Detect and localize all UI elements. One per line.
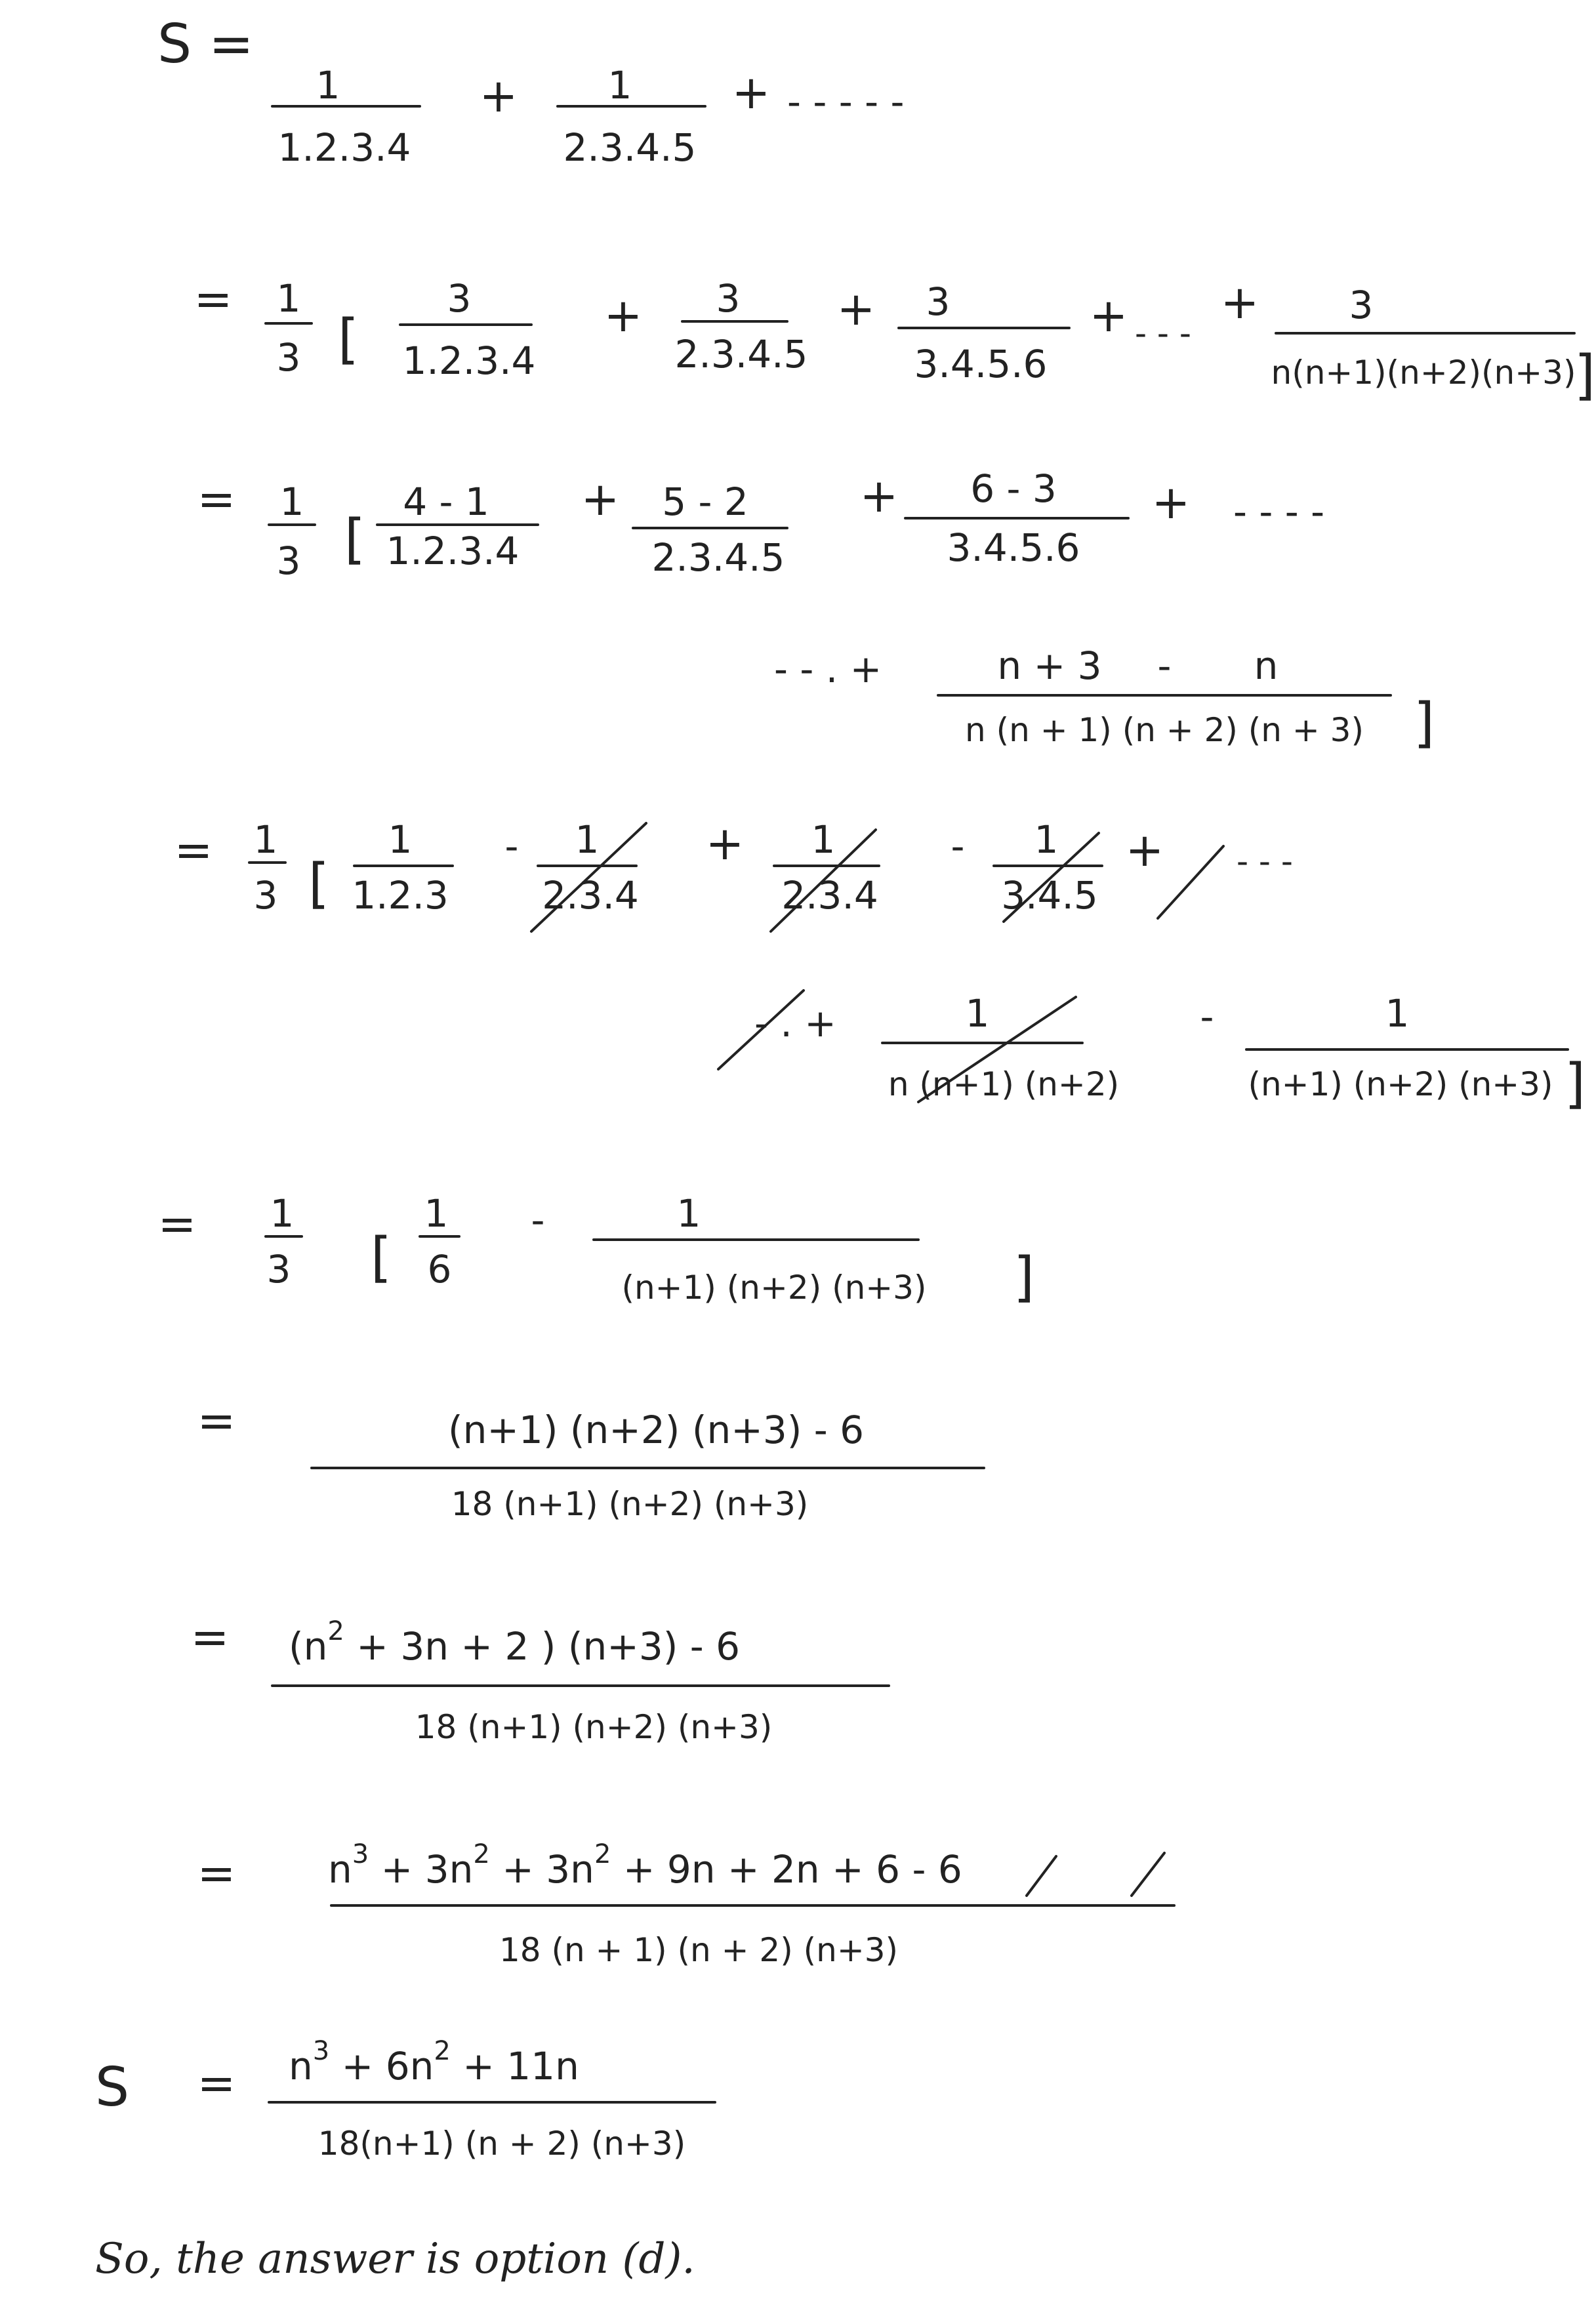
line-8-common-denominator: [197, 1394, 984, 1523]
line-1-series-definition: [157, 13, 904, 170]
ellipsis: - . +: [754, 1001, 836, 1046]
term-b-numerator: 1: [676, 1191, 701, 1236]
line-2-multiply-by-three: [194, 272, 1595, 407]
lhs-s: S: [95, 2056, 130, 2119]
minus-sign: -: [951, 824, 965, 868]
line-5-partial-fractions: [174, 817, 1293, 931]
minus-sign: -: [1157, 643, 1172, 688]
term-2-denominator: 2.3.4.5: [563, 125, 697, 170]
plus-sign: +: [1125, 823, 1164, 877]
lhs-s-equals: S =: [157, 13, 254, 75]
term-1-denominator: 1.2.3.4: [277, 125, 411, 170]
factor-denominator: 3: [276, 335, 301, 380]
term-f-numerator: 1: [1385, 991, 1410, 1036]
plus-sign: +: [731, 66, 771, 119]
plus-sign: +: [1220, 275, 1259, 329]
equals-sign: =: [197, 2056, 236, 2110]
term-3-denominator: 3.4.5.6: [914, 342, 1048, 386]
equals-sign: =: [197, 1846, 236, 1900]
plus-sign: +: [581, 472, 620, 526]
ellipsis: - - . +: [774, 647, 882, 691]
term-3-denominator: 3.4.5.6: [947, 525, 1080, 570]
denominator: 18 (n+1) (n+2) (n+3): [415, 1708, 773, 1746]
open-bracket: [: [371, 1227, 392, 1289]
term-a-numerator: 1: [424, 1191, 449, 1236]
term-2-denominator: 2.3.4.5: [674, 332, 808, 377]
open-bracket: [: [308, 853, 329, 915]
close-bracket: ]: [1414, 692, 1435, 754]
general-denominator: n (n + 1) (n + 2) (n + 3): [965, 711, 1364, 749]
factor-denominator: 3: [276, 539, 301, 583]
term-1-numerator: 3: [447, 276, 472, 321]
general-numerator-right: n: [1254, 643, 1279, 688]
general-term-numerator: 3: [1349, 283, 1374, 327]
equals-sign: =: [157, 1197, 197, 1251]
line-11-final-result: [95, 2036, 715, 2163]
equals-sign: =: [174, 823, 213, 877]
equals-sign: =: [197, 1394, 236, 1448]
equals-sign: =: [197, 472, 236, 526]
term-3-numerator: 6 - 3: [970, 466, 1057, 511]
close-bracket: ]: [1565, 1053, 1586, 1115]
term-1-numerator: 1: [316, 63, 340, 108]
general-term-denominator: n(n+1)(n+2)(n+3): [1271, 354, 1576, 392]
term-e-numerator: 1: [965, 991, 990, 1036]
plus-sign: +: [705, 817, 745, 870]
open-bracket: [: [344, 508, 365, 571]
term-a-denominator: 6: [427, 1247, 452, 1292]
term-b-denominator: 2.3.4: [542, 873, 639, 918]
numerator: $n^3 + 6n^2 + 11n$: [289, 2036, 579, 2088]
term-c-denominator: 2.3.4: [781, 873, 878, 918]
plus-sign: +: [479, 69, 518, 123]
ellipsis: - - - -: [1233, 489, 1325, 534]
denominator: 18 (n + 1) (n + 2) (n+3): [499, 1931, 899, 1969]
minus-sign: -: [1200, 994, 1214, 1039]
term-3-numerator: 3: [926, 279, 951, 324]
term-c-numerator: 1: [811, 817, 836, 862]
plus-sign: +: [859, 469, 899, 523]
ellipsis: - - - - -: [787, 79, 905, 124]
factor-numerator: 1: [270, 1191, 295, 1236]
term-a-denominator: 1.2.3: [352, 873, 449, 918]
line-9-expand-quadratic: [191, 1610, 889, 1746]
term-e-denominator: n (n+1) (n+2): [888, 1065, 1120, 1103]
equals-sign: =: [194, 272, 233, 326]
numerator: (n+1) (n+2) (n+3) - 6: [447, 1408, 865, 1452]
term-d-denominator: 3.4.5: [1001, 873, 1098, 918]
factor-numerator: 1: [276, 276, 301, 321]
factor-numerator: 1: [253, 817, 278, 862]
cancel-stroke: [1132, 1853, 1164, 1896]
minus-sign: -: [531, 1198, 545, 1242]
plus-sign: +: [1089, 289, 1128, 342]
conclusion-text: So, the answer is option (d).: [95, 2235, 695, 2283]
factor-denominator: 3: [266, 1247, 291, 1292]
plus-sign: +: [836, 282, 876, 336]
term-a-numerator: 1: [388, 817, 413, 862]
term-1-denominator: 1.2.3.4: [386, 529, 520, 573]
term-2-numerator: 3: [716, 276, 741, 321]
term-2-numerator: 1: [607, 63, 632, 108]
ellipsis: - - -: [1237, 842, 1293, 880]
open-bracket: [: [338, 308, 359, 371]
minus-sign: -: [504, 824, 519, 868]
close-bracket: ]: [1574, 344, 1595, 407]
term-b-denominator: (n+1) (n+2) (n+3): [621, 1269, 927, 1307]
plus-sign: +: [1151, 476, 1191, 529]
line-7-telescoped-sum: [158, 1191, 1034, 1309]
factor-denominator: 3: [253, 873, 278, 918]
denominator: 18(n+1) (n + 2) (n+3): [317, 2125, 686, 2163]
close-bracket: ]: [1013, 1246, 1034, 1309]
equals-sign: =: [190, 1610, 230, 1664]
cancel-stroke: [1158, 846, 1223, 918]
factor-numerator: 1: [279, 479, 304, 524]
numerator: $n^3 + 3n^2 + 3n^2 + 9n + 2n + 6 - 6$: [328, 1839, 962, 1892]
term-1-denominator: 1.2.3.4: [402, 338, 536, 383]
term-1-numerator: 4 - 1: [403, 479, 489, 524]
term-2-denominator: 2.3.4.5: [651, 535, 785, 580]
general-numerator-left: n + 3: [997, 643, 1102, 688]
denominator: 18 (n+1) (n+2) (n+3): [451, 1485, 809, 1523]
term-f-denominator: (n+1) (n+2) (n+3): [1248, 1065, 1553, 1103]
line-10-expand-cubic: [197, 1839, 1174, 1969]
cancel-stroke: [1027, 1856, 1056, 1896]
numerator: ($n^2 + 3n + 2$ ) (n+3) - 6: [289, 1616, 741, 1669]
term-2-numerator: 5 - 2: [662, 479, 748, 524]
line-3-telescoping-numerators: [197, 466, 1324, 583]
term-b-numerator: 1: [575, 817, 600, 862]
term-d-numerator: 1: [1034, 817, 1059, 862]
plus-sign: +: [604, 289, 643, 342]
line-4-general-term: [774, 643, 1435, 754]
ellipsis: - - -: [1135, 314, 1191, 352]
line-6-last-terms: [718, 990, 1586, 1115]
